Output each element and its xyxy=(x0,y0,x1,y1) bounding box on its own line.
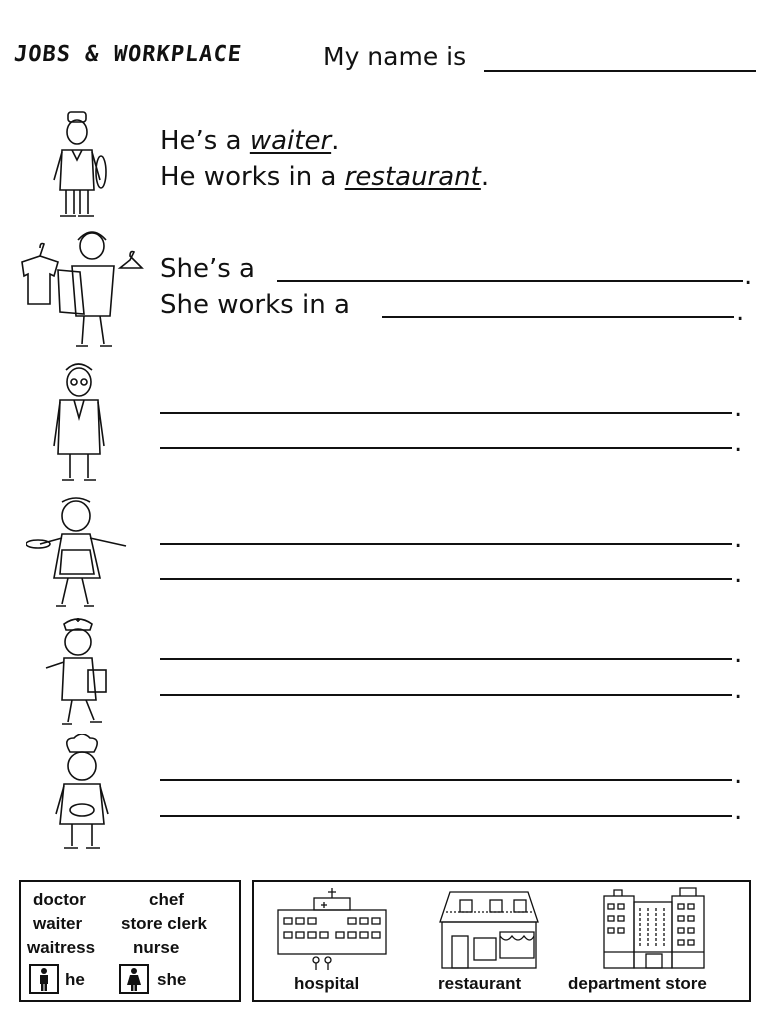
place-department-store: department store xyxy=(568,974,707,993)
male-icon xyxy=(29,964,59,994)
places-box xyxy=(252,880,751,1002)
word-doctor: doctor xyxy=(33,890,86,909)
nurse-figure xyxy=(38,614,118,728)
item2-line-2-period: . xyxy=(736,297,745,327)
hospital-icon xyxy=(274,888,390,976)
word-waiter: waiter xyxy=(33,914,83,933)
example-place-answer: restaurant xyxy=(344,162,481,192)
place-hospital: hospital xyxy=(294,974,360,993)
item6-line-2-period: . xyxy=(734,796,743,826)
example-line-2 xyxy=(160,160,489,194)
name-input-line[interactable] xyxy=(484,70,756,72)
department-store-icon xyxy=(600,886,710,976)
word-store-clerk: store clerk xyxy=(121,914,207,933)
item3-line-2-period: . xyxy=(734,428,743,458)
worksheet-title: JOBS & WORKPLACE xyxy=(12,42,244,67)
she-label: she xyxy=(157,970,187,989)
example-line-1 xyxy=(160,124,339,158)
restaurant-icon xyxy=(434,888,544,976)
word-chef: chef xyxy=(149,890,184,909)
item6-place-blank[interactable] xyxy=(160,815,732,817)
waiter-figure xyxy=(48,110,110,220)
item4-place-blank[interactable] xyxy=(160,578,732,580)
example-line-1-period: . xyxy=(331,126,340,156)
item3-job-blank[interactable] xyxy=(160,412,732,414)
item2-line-1-period: . xyxy=(744,261,753,291)
example-line-2-period: . xyxy=(480,162,490,192)
store-clerk-figure xyxy=(14,226,146,350)
doctor-figure xyxy=(48,360,110,486)
item2-job-blank[interactable] xyxy=(277,280,743,282)
he-label: he xyxy=(65,970,85,989)
item2-line-1-prefix: She’s a xyxy=(160,254,255,284)
item3-line-1-period: . xyxy=(734,393,743,423)
name-label: My name is xyxy=(323,42,467,71)
item5-line-2-period: . xyxy=(734,675,743,705)
example-line-2-prefix: He works in a xyxy=(160,162,345,192)
waitress-figure xyxy=(26,494,132,610)
word-waitress: waitress xyxy=(27,938,96,957)
item3-place-blank[interactable] xyxy=(160,447,732,449)
item6-job-blank[interactable] xyxy=(160,779,732,781)
item2-place-blank[interactable] xyxy=(382,316,734,318)
word-nurse: nurse xyxy=(133,938,180,957)
chef-figure xyxy=(52,734,112,854)
word-bank xyxy=(19,880,241,1002)
item6-line-1-period: . xyxy=(734,760,743,790)
place-restaurant: restaurant xyxy=(438,974,522,993)
item5-line-1-period: . xyxy=(734,639,743,669)
item4-job-blank[interactable] xyxy=(160,543,732,545)
item5-job-blank[interactable] xyxy=(160,658,732,660)
female-icon xyxy=(119,964,149,994)
item4-line-1-period: . xyxy=(734,524,743,554)
example-line-1-prefix: He’s a xyxy=(160,126,250,156)
item2-line-2-prefix: She works in a xyxy=(160,290,350,320)
item5-place-blank[interactable] xyxy=(160,694,732,696)
item4-line-2-period: . xyxy=(734,559,743,589)
example-job-answer: waiter xyxy=(249,126,332,156)
